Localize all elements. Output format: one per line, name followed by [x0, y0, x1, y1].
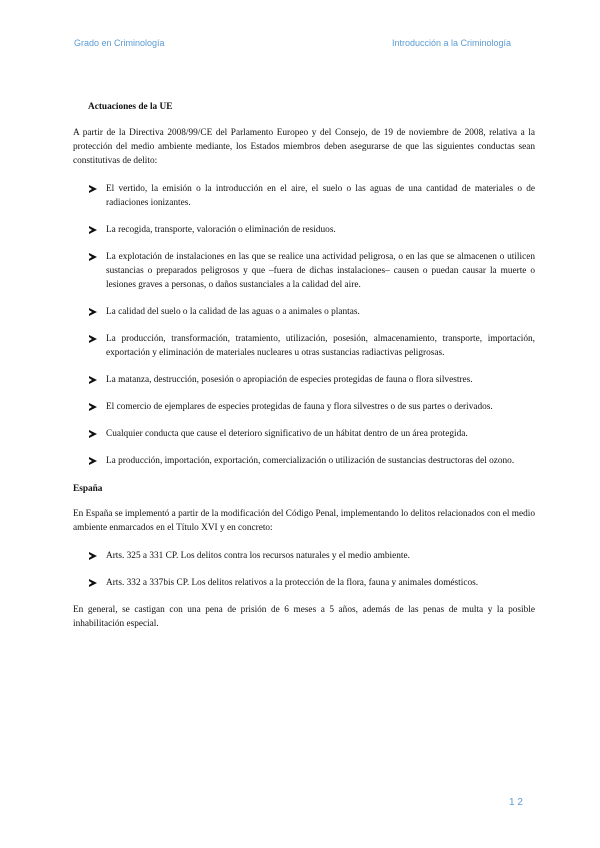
header-course-name: Grado en Criminología	[74, 38, 165, 48]
ue-offence-list	[73, 182, 535, 468]
list-item-text: Cualquier conducta que cause el deterioro significativo de un hábitat dentro de un área protegida.	[106, 429, 468, 439]
list-item	[73, 223, 535, 237]
list-item-text: Arts. 325 a 331 CP. Los delitos contra los recursos naturales y el medio ambiente.	[106, 551, 410, 561]
page-number: 1 2	[509, 797, 523, 808]
spain-intro-paragraph: En España se implementó a partir de la modificación del Código Penal, implementando lo delitos relacionados con el medio ambiente enmarcados en el Título XVI y en concreto:	[73, 509, 535, 533]
list-item-text: La recogida, transporte, valoración o eliminación de residuos.	[106, 225, 336, 235]
ue-intro-paragraph: A partir de la Directiva 2008/99/CE del Parlamento Europeo y del Consejo, de 19 de noviembre de 2008, relativa a la protección del medio ambiente mediante, los Estados miembros deben asegurarse de que las siguientes conductas sean constitutivas de delito:	[73, 128, 535, 166]
section-title-spain: España	[73, 484, 103, 494]
list-item-text: El comercio de ejemplares de especies protegidas de fauna y flora silvestres o de sus partes o derivados.	[106, 402, 493, 412]
list-item-text: La producción, importación, exportación, comercialización o utilización de sustancias destructoras del ozono.	[106, 456, 515, 466]
list-item	[73, 182, 535, 210]
list-item-text: Arts. 332 a 337bis CP. Los delitos relativos a la protección de la flora, fauna y animales domésticos.	[106, 578, 479, 588]
list-item	[73, 454, 535, 468]
arrow-bullet-icon	[89, 430, 97, 438]
page-header	[74, 38, 520, 52]
list-item-text: La explotación de instalaciones en las que se realice una actividad peligrosa, o en las que se almacenen o utilicen sustancias o preparados peligrosos y que –fuera de dichas instalaciones– causen o puedan causar la muerte o lesiones graves a personas, o daños sustanciales a la calidad del aire.	[106, 252, 535, 290]
closing-paragraph: En general, se castigan con una pena de prisión de 6 meses a 5 años, además de las penas de multa y la posible inhabilitación especial.	[73, 605, 535, 629]
arrow-bullet-icon	[89, 185, 97, 193]
arrow-bullet-icon	[89, 226, 97, 234]
list-item	[73, 305, 535, 319]
list-item	[73, 250, 535, 292]
document-body	[73, 100, 535, 645]
arrow-bullet-icon	[89, 308, 97, 316]
list-item	[73, 549, 535, 563]
arrow-bullet-icon	[89, 403, 97, 411]
list-item	[73, 373, 535, 387]
header-subject-name: Introducción a la Criminología	[392, 38, 512, 48]
arrow-bullet-icon	[89, 253, 97, 261]
arrow-bullet-icon	[89, 335, 97, 343]
list-item-text: La matanza, destrucción, posesión o apropiación de especies protegidas de fauna o flora silvestres.	[106, 375, 473, 385]
spain-articles-list	[73, 549, 535, 590]
arrow-bullet-icon	[89, 552, 97, 560]
arrow-bullet-icon	[89, 579, 97, 587]
arrow-bullet-icon	[89, 376, 97, 384]
list-item	[73, 427, 535, 441]
list-item	[73, 400, 535, 414]
section-title-ue: Actuaciones de la UE	[88, 102, 173, 112]
list-item-text: La calidad del suelo o la calidad de las aguas o a animales o plantas.	[106, 307, 360, 317]
list-item	[73, 576, 535, 590]
arrow-bullet-icon	[89, 457, 97, 465]
list-item-text: La producción, transformación, tratamiento, utilización, posesión, almacenamiento, transporte, importación, exportación y eliminación de materiales nucleares u otras sustancias radiactivas peligrosas.	[106, 334, 535, 358]
list-item	[73, 332, 535, 360]
list-item-text: El vertido, la emisión o la introducción en el aire, el suelo o las aguas de una cantidad de materiales o de radiaciones ionizantes.	[106, 184, 535, 208]
